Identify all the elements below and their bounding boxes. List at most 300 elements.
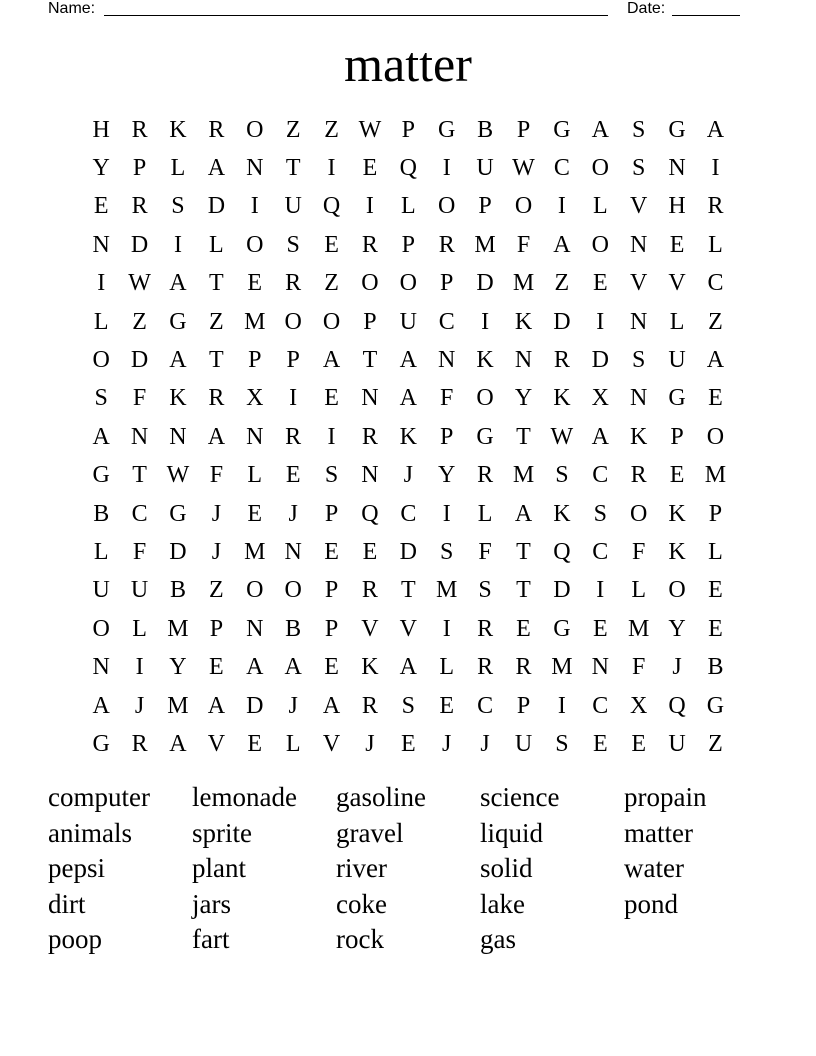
grid-letter: M [551,654,573,681]
word-list-item: lemonade [192,782,297,812]
grid-letter: E [708,577,723,604]
grid-letter: G [169,500,187,527]
grid-letter: J [288,692,298,719]
grid-letter: S [631,116,646,143]
grid-letter: A [322,347,341,374]
grid-letter: O [284,577,302,604]
grid-letter: E [362,155,378,182]
grid-letter: D [591,347,609,374]
grid-letter: O [591,155,609,182]
grid-letter: R [707,193,724,220]
word-list-item: poop [48,924,102,954]
grid-letter: I [365,193,374,220]
grid-letter: A [399,385,417,412]
grid-letter: E [669,462,685,489]
grid-letter: A [322,692,341,719]
grid-letter: E [247,500,263,527]
date-blank-line [672,15,740,16]
grid-letter: I [557,692,566,719]
grid-letter: W [512,155,535,182]
grid-letter: T [516,423,531,450]
grid-letter: S [555,462,569,489]
grid-letter: F [440,385,454,412]
grid-letter: M [512,270,535,297]
grid-letter: I [135,654,144,681]
word-list-item: sprite [192,817,252,848]
grid-letter: E [708,615,723,642]
word-list-item: animals [48,817,132,848]
grid-letter: G [668,385,686,412]
grid-letter: V [399,615,417,642]
grid-letter: J [480,730,490,757]
grid-letter: C [438,308,455,335]
grid-letter: A [284,654,302,681]
grid-letter: R [438,231,455,258]
grid-letter: F [132,538,147,565]
grid-letter: F [132,385,147,412]
grid-letter: G [92,462,110,489]
grid-letter: E [631,730,646,757]
grid-letter: A [207,155,226,182]
grid-letter: N [514,347,533,374]
grid-letter: T [362,347,378,374]
grid-letter: P [401,116,415,143]
grid-letter: S [94,385,108,412]
grid-letter: O [629,500,648,527]
grid-letter: S [631,347,646,374]
grid-letter: E [439,692,455,719]
grid-letter: A [169,270,187,297]
grid-letter: Z [324,116,339,143]
grid-letter: N [361,462,379,489]
grid-letter: Y [438,462,456,489]
grid-letter: J [211,538,222,565]
grid-letter: N [130,423,149,450]
grid-letter: C [400,500,417,527]
grid-letter: F [478,538,492,565]
grid-letter: A [591,423,609,450]
grid-letter: E [669,231,685,258]
grid-letter: K [476,347,494,374]
grid-letter: G [92,730,110,757]
grid-letter: A [207,692,226,719]
grid-letter: U [514,730,533,757]
grid-letter: Q [553,538,571,565]
grid-letter: I [173,231,182,258]
grid-letter: Z [209,577,224,604]
grid-letter: O [706,423,725,450]
grid-letter: W [550,423,574,450]
grid-letter: L [93,538,109,565]
grid-letter: I [250,193,259,220]
grid-letter: B [93,500,110,527]
grid-letter: S [631,155,646,182]
grid-letter: A [553,231,571,258]
grid-letter: L [170,155,186,182]
grid-letter: M [244,308,266,335]
grid-letter: A [207,423,226,450]
grid-letter: N [246,155,264,182]
grid-letter: O [399,270,417,297]
grid-letter: Y [92,155,110,182]
grid-letter: I [327,155,336,182]
grid-letter: O [92,347,110,374]
grid-letter: G [476,423,494,450]
grid-letter: S [324,462,339,489]
grid-letter: J [403,462,413,489]
grid-letter: C [592,462,609,489]
grid-letter: V [207,730,226,757]
grid-letter: I [481,308,490,335]
word-list-item: fart [192,924,230,954]
grid-letter: M [704,462,727,489]
grid-letter: Z [285,116,301,143]
grid-letter: R [208,385,225,412]
grid-letter: F [516,231,531,258]
grid-letter: R [361,692,378,719]
grid-letter: K [399,423,417,450]
grid-letter: D [399,538,417,565]
grid-letter: P [324,615,339,642]
grid-letter: V [629,270,648,297]
grid-letter: N [246,423,264,450]
grid-letter: X [629,692,648,719]
grid-letter: R [630,462,647,489]
grid-letter: D [553,308,571,335]
grid-letter: K [668,500,686,527]
grid-letter: D [169,538,187,565]
grid-letter: Y [668,615,686,642]
grid-letter: Y [169,654,187,681]
grid-letter: C [592,538,609,565]
grid-letter: D [246,692,264,719]
word-list-item: river [336,853,387,883]
grid-letter: E [209,654,224,681]
grid-letter: S [401,692,415,719]
grid-letter: Z [209,308,224,335]
grid-letter: S [478,577,492,604]
grid-letter: T [132,462,147,489]
grid-letter: R [131,730,148,757]
grid-letter: I [557,193,566,220]
grid-letter: D [130,231,149,258]
grid-letter: E [247,270,263,297]
grid-letter: E [400,730,416,757]
grid-letter: T [209,347,224,374]
grid-letter: W [166,462,190,489]
grid-letter: R [361,577,378,604]
grid-letter: X [246,385,264,412]
grid-letter: E [592,615,608,642]
grid-letter: O [668,577,686,604]
grid-letter: U [284,193,302,220]
word-list-item: jars [192,888,231,919]
grid-letter: O [322,308,341,335]
grid-letter: V [629,193,648,220]
word-list-item: liquid [480,817,544,848]
grid-letter: N [438,347,456,374]
grid-letter: Q [668,692,686,719]
grid-letter: O [92,615,110,642]
grid-letter: E [592,730,608,757]
grid-letter: A [706,347,725,374]
grid-letter: B [477,116,494,143]
grid-letter: D [207,193,226,220]
grid-letter: E [362,538,378,565]
grid-letter: B [169,577,186,604]
grid-letter: N [361,385,379,412]
grid-letter: G [169,308,187,335]
grid-letter: N [92,231,110,258]
grid-letter: S [555,730,569,757]
grid-letter: I [596,308,605,335]
grid-letter: E [324,231,339,258]
grid-letter: V [361,615,379,642]
grid-letter: M [167,615,189,642]
grid-letter: N [169,423,187,450]
grid-letter: E [93,193,109,220]
grid-letter: M [512,462,535,489]
grid-letter: M [436,577,458,604]
grid-letter: O [246,116,264,143]
grid-letter: M [167,692,189,719]
grid-letter: H [668,193,686,220]
grid-letter: E [324,538,339,565]
grid-letter: A [706,116,725,143]
grid-letter: L [669,308,685,335]
grid-letter: K [668,538,686,565]
grid-letter: Z [708,730,723,757]
grid-letter: D [553,577,571,604]
grid-letter: L [477,500,493,527]
grid-letter: R [477,654,494,681]
grid-letter: Z [708,308,723,335]
word-list-item: water [624,853,684,883]
grid-letter: R [361,423,378,450]
grid-letter: I [327,423,336,450]
puzzle-title: matter [344,36,472,92]
grid-letter: U [399,308,417,335]
grid-letter: D [130,347,149,374]
grid-letter: W [128,270,151,297]
grid-letter: B [707,654,724,681]
grid-letter: P [478,193,492,220]
grid-letter: Q [399,155,417,182]
grid-letter: L [708,231,723,258]
grid-letter: R [477,615,494,642]
grid-letter: E [247,730,263,757]
grid-letter: T [400,577,416,604]
grid-letter: P [401,231,415,258]
grid-letter: R [131,193,148,220]
grid-letter: J [365,730,375,757]
grid-letter: I [442,155,451,182]
grid-letter: F [631,538,646,565]
grid-letter: A [514,500,533,527]
grid-letter: R [285,423,302,450]
word-list-item: coke [336,888,387,919]
grid-letter: K [553,385,571,412]
date-label: Date: [627,0,666,17]
grid-letter: P [286,347,300,374]
grid-letter: P [324,500,339,527]
grid-letter: O [284,308,302,335]
letter-grid [82,111,735,764]
grid-letter: U [668,347,686,374]
grid-letter: M [244,538,266,565]
grid-letter: Z [324,270,339,297]
grid-letter: C [707,270,724,297]
grid-letter: I [442,615,451,642]
grid-letter: N [92,654,110,681]
word-list-item: science [480,782,560,812]
grid-letter: P [516,692,531,719]
grid-letter: L [631,577,646,604]
grid-letter: F [631,654,646,681]
grid-letter: G [438,116,456,143]
grid-letter: R [361,231,378,258]
grid-letter: G [553,615,571,642]
word-list-item: dirt [48,888,86,919]
grid-letter: B [285,615,302,642]
grid-letter: U [130,577,149,604]
grid-letter: R [477,462,494,489]
grid-letter: K [629,423,648,450]
grid-letter: C [553,155,570,182]
grid-letter: J [134,692,145,719]
grid-letter: E [324,385,339,412]
grid-letter: V [322,730,341,757]
grid-letter: N [629,385,648,412]
grid-letter: R [131,116,148,143]
grid-letter: W [358,116,382,143]
grid-letter: R [553,347,570,374]
grid-letter: P [209,615,224,642]
word-list-item: gas [480,924,516,954]
grid-letter: S [440,538,454,565]
grid-letter: U [92,577,110,604]
grid-letter: L [592,193,608,220]
grid-letter: L [247,462,263,489]
grid-letter: I [97,270,106,297]
grid-letter: E [285,462,301,489]
word-list-item: computer [48,782,150,812]
grid-letter: H [92,116,110,143]
grid-letter: C [477,692,494,719]
grid-letter: D [476,270,494,297]
grid-letter: K [169,385,187,412]
grid-letter: A [92,692,110,719]
grid-letter: A [169,347,187,374]
grid-letter: N [591,654,609,681]
grid-letter: L [132,615,147,642]
grid-letter: R [285,270,302,297]
word-list-item: plant [192,853,246,883]
grid-letter: P [248,347,262,374]
grid-letter: P [516,116,531,143]
grid-letter: X [591,385,609,412]
grid-letter: J [672,654,682,681]
grid-letter: J [442,730,452,757]
word-list-item: matter [624,817,693,848]
grid-letter: I [711,155,720,182]
grid-letter: T [516,577,531,604]
grid-letter: S [593,500,607,527]
grid-letter: O [514,193,533,220]
grid-letter: J [288,500,298,527]
grid-letter: N [629,231,648,258]
word-list-item: gravel [336,817,404,848]
grid-letter: P [363,308,377,335]
word-list-item: solid [480,853,533,883]
grid-letter: T [209,270,224,297]
grid-letter: L [708,538,723,565]
grid-letter: O [476,385,494,412]
word-list-item: pond [624,888,678,919]
grid-letter: O [246,231,264,258]
grid-letter: L [285,730,301,757]
grid-letter: L [209,231,224,258]
grid-letter: A [399,654,417,681]
grid-letter: T [516,538,531,565]
grid-letter: A [92,423,110,450]
grid-letter: K [514,308,533,335]
grid-letter: A [246,654,264,681]
grid-letter: K [553,500,571,527]
grid-letter: Q [322,193,341,220]
name-blank-line [104,15,608,16]
grid-letter: J [211,500,222,527]
grid-letter: F [209,462,224,489]
grid-letter: P [708,500,723,527]
grid-letter: O [438,193,456,220]
grid-letter: G [668,116,686,143]
grid-letter: O [246,577,264,604]
grid-letter: T [285,155,301,182]
grid-letter: Z [554,270,570,297]
grid-letter: Z [132,308,147,335]
grid-letter: P [324,577,339,604]
grid-letter: L [93,308,109,335]
grid-letter: N [629,308,648,335]
word-list-item: propain [624,782,707,812]
grid-letter: S [286,231,300,258]
grid-letter: S [171,193,185,220]
grid-letter: A [591,116,609,143]
grid-letter: R [208,116,225,143]
grid-letter: V [668,270,686,297]
grid-letter: L [439,654,455,681]
grid-letter: L [400,193,416,220]
grid-letter: E [708,385,723,412]
grid-letter: I [596,577,605,604]
grid-letter: I [289,385,298,412]
word-list-item: pepsi [48,853,105,883]
grid-letter: E [516,615,531,642]
worksheet-header [48,0,740,18]
grid-letter: M [627,615,650,642]
grid-letter: P [132,155,147,182]
grid-letter: E [324,654,339,681]
grid-letter: Q [361,500,379,527]
grid-letter: P [440,423,454,450]
name-label: Name: [48,0,96,17]
grid-letter: U [668,730,686,757]
word-list-item: lake [480,888,525,919]
grid-letter: K [361,654,379,681]
grid-letter: G [706,692,725,719]
grid-letter: A [169,730,187,757]
